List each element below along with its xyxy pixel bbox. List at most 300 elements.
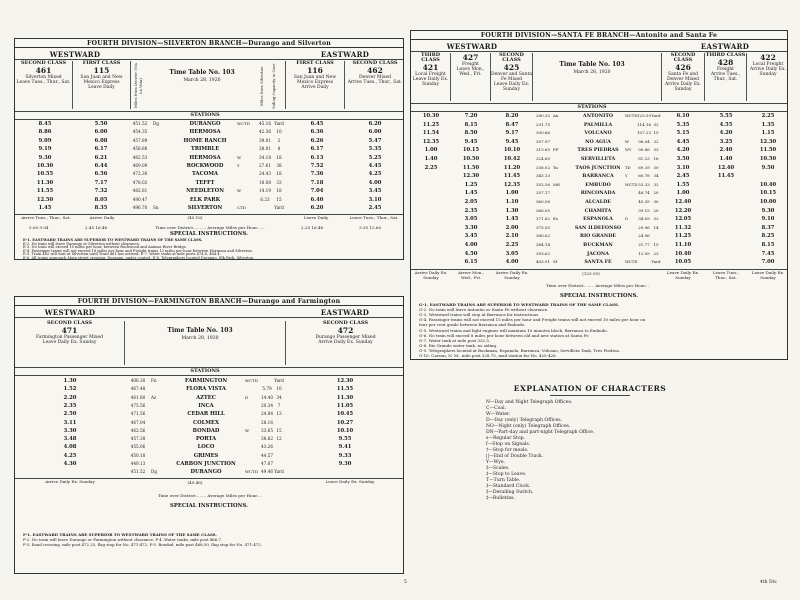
time-426: 12.20: [674, 207, 692, 214]
time-116: 6.20: [310, 205, 324, 211]
mile-denver: 469.09: [132, 163, 148, 168]
mile-denver: 345.13: [536, 173, 550, 179]
station-name: VOLCANO: [584, 130, 612, 137]
time-425: 12.35: [503, 181, 521, 188]
time-425: 1.00: [505, 190, 519, 197]
station-chars: Y: [237, 163, 240, 168]
station-name: LOCO: [197, 444, 215, 451]
time-426: 12.05: [674, 216, 692, 223]
silverton-w-col-115: FIRST CLASS 115 San Juan and New Mexico Express Leave Daily: [73, 61, 131, 109]
santafe-note: G-7. Water tank at mile post 332.5.: [419, 337, 491, 343]
station-name: CHAMITA: [584, 207, 612, 214]
silverton-stations-label: STATIONS: [190, 112, 220, 118]
time-425: 11.20: [503, 164, 521, 171]
table-row: [411, 121, 789, 130]
table-row: [15, 402, 405, 410]
siding-capacity: 32: [653, 121, 659, 127]
time-115: 5.50: [94, 121, 108, 127]
siding-capacity: 23: [653, 250, 659, 256]
station-code: Dg: [151, 469, 158, 475]
time-427: 8.50: [464, 130, 478, 137]
siding-capacity: 32: [653, 181, 659, 187]
silverton-avg-1: 2.45 16.46: [85, 225, 108, 230]
mile-santafe: 39.15: [638, 207, 650, 213]
mile-denver: 366.05: [536, 207, 550, 213]
station-name: RIO GRANDE: [579, 233, 617, 240]
time-422: 10.00: [759, 199, 777, 205]
station-name: HERMOSA: [189, 129, 221, 136]
time-425: 1.30: [505, 207, 519, 214]
time-427: 4.50: [464, 250, 478, 257]
mile-farmington: 28.16: [261, 419, 273, 425]
time-427: 12.30: [462, 173, 480, 180]
santafe-note: G-2. No train will leave Antonito or Santa Fe without clearance.: [419, 307, 549, 313]
mile-denver: 291.75: [536, 121, 550, 127]
time-115: 6.00: [94, 129, 108, 136]
santafe-note: G-9. Telegraphers located at Buckman, Espanola, Barranca, Volcano, Servilleta Tank, Tres Piedras.: [419, 347, 621, 353]
santafe-note: G-4. Passenger trains will not exceed 15 miles per hour and Freight trains will not exceed 10 miles per hour on: [419, 317, 646, 323]
siding-capacity: 33: [276, 179, 282, 185]
time-116: 6.26: [310, 137, 324, 144]
mile-silverton: 18.08: [259, 179, 271, 185]
time-461: 11.30: [36, 179, 54, 186]
time-428: 1.40: [719, 156, 733, 162]
time-461: 1.45: [38, 205, 52, 211]
silverton-mid: (45.16): [187, 215, 203, 220]
station-name: ROCKWOOD: [186, 163, 224, 169]
table-row: [411, 172, 789, 181]
time-422: 1.15: [761, 130, 775, 137]
time-462: 2.45: [368, 205, 382, 211]
time-425: 2.10: [505, 233, 519, 240]
time-116: 6.36: [310, 129, 324, 136]
page-number-right: 4th Div.: [760, 580, 778, 585]
silverton-timetable-title: Time Table No. 103 March 28, 1920: [169, 69, 235, 83]
table-row: [411, 138, 789, 147]
time-422: 10.50: [759, 156, 777, 162]
time-471: 3.48: [63, 436, 77, 443]
siding-capacity: 20: [653, 190, 659, 196]
time-422: 11.50: [759, 147, 777, 154]
time-471: 4.25: [63, 452, 77, 459]
table-row: [15, 137, 405, 145]
silverton-note: E-5. Train 462 will wait at Silverton until Train 461 has arrived. E-7. Water tanks at mile posts 474.6, 484.4.: [23, 252, 221, 257]
siding-capacity: Yard: [274, 469, 284, 475]
time-421: 11.25: [422, 121, 440, 128]
mile-denver: 496.70: [132, 205, 148, 210]
time-426: 5.15: [676, 130, 690, 137]
silverton-avg-0: 5.00 9.04: [29, 225, 49, 230]
station-chars: D: [625, 216, 629, 222]
mile-denver: 336.02: [536, 164, 550, 170]
time-115: 8.05: [94, 196, 108, 203]
explanation-item: †—Stop for meals.: [486, 448, 529, 453]
time-472: 10.27: [336, 419, 354, 426]
siding-capacity: 10: [276, 129, 282, 135]
time-421: 11.54: [422, 130, 440, 137]
silverton-avg-2: 2.25 16.46: [301, 225, 324, 230]
time-421: 1.40: [424, 156, 438, 162]
time-426: 11.10: [674, 242, 692, 248]
explanation-item: N—Day and Night Telegraph Offices.: [486, 400, 573, 405]
time-427: 3.05: [464, 216, 478, 223]
table-row: [411, 241, 789, 250]
siding-capacity: 32: [653, 216, 659, 222]
time-421: 12.35: [422, 138, 440, 145]
santafe-rows: [411, 112, 789, 268]
time-461: 8.86: [38, 129, 52, 136]
mile-santafe: 69.39: [638, 164, 650, 170]
time-472: 9.30: [338, 461, 352, 467]
siding-capacity: 30: [653, 164, 659, 170]
station-chars: CTD: [237, 205, 246, 210]
time-462: 3.10: [368, 196, 382, 203]
time-462: 4.45: [368, 163, 382, 169]
station-code: Fn: [151, 378, 157, 383]
time-427: 2.35: [464, 207, 478, 214]
santafe-timetable-title: Time Table No. 103 March 28, 1920: [559, 61, 625, 75]
silverton-w-col-461: SECOND CLASS 461 Silverton Mixed Leave Tues., Thur., Sat.: [15, 61, 73, 109]
santafe-bottom-e1: Leave Tues., Thur., Sat.: [712, 270, 740, 281]
explanation-item: D—Day (only) Telegraph Offices.: [486, 418, 563, 423]
mile-santafe: 34.09: [638, 216, 650, 222]
santafe-mid: (125.59): [582, 271, 600, 276]
time-426: 2.45: [676, 173, 690, 180]
time-115: 6.08: [94, 137, 108, 144]
time-472: 12.30: [336, 378, 354, 384]
mile-denver: 457.89: [132, 137, 148, 143]
siding-capacity: Yard: [651, 113, 661, 118]
station-name: NEEDLETON: [186, 188, 224, 195]
time-422: 2.25: [761, 113, 775, 119]
station-name: TRIMBLE: [190, 146, 220, 153]
station-name: ANTONITO: [582, 113, 614, 119]
santafe-bottom-w2: Arrive Daily Ex. Sunday: [495, 270, 529, 281]
silverton-vlabel-2: Siding Capacity in Cars: [271, 63, 276, 109]
time-422: 7.45: [761, 250, 775, 257]
santafe-note: G-1. EASTWARD TRAINS ARE SUPERIOR TO WESTWARD TRAINS OF THE SAME CLASS.: [419, 302, 619, 307]
time-425: 11.45: [503, 173, 521, 180]
station-code: Sf: [553, 259, 558, 265]
mile-denver: 357.17: [536, 190, 550, 196]
mile-silverton: 34.18: [259, 154, 271, 160]
mile-santafe: 45.35: [638, 199, 650, 204]
mile-silverton: 42.36: [259, 129, 271, 135]
farmington-bottom-e: Leave Daily Ex. Sunday: [325, 479, 375, 484]
santafe-stations-label: STATIONS: [577, 104, 607, 110]
time-425: 4.00: [505, 259, 519, 266]
siding-capacity: 18: [276, 188, 282, 194]
mile-denver: 462.56: [130, 427, 146, 433]
mile-denver: 472.30: [132, 171, 148, 177]
mile-silverton: 24.43: [259, 171, 271, 177]
silverton-avg-3: 3.35 12.60: [359, 225, 382, 230]
silverton-rows: [15, 120, 405, 212]
farmington-rows: [15, 377, 405, 477]
farmington-panel: [14, 296, 404, 574]
time-462: 6.20: [368, 121, 382, 127]
station-code: Ta: [553, 164, 558, 170]
mile-denver: 371.82: [536, 216, 550, 222]
time-471: 2.35: [63, 402, 77, 409]
time-422: 8.25: [761, 233, 775, 240]
station-name: SANTA FE: [584, 259, 612, 266]
time-422: 9.10: [761, 216, 775, 223]
time-426: 10.40: [674, 250, 692, 257]
mile-denver: 471.56: [130, 411, 146, 417]
station-chars: WCTD: [625, 259, 638, 265]
farmington-eastward-label: EASTWARD: [320, 308, 370, 317]
explanation-item: W—Water.: [486, 412, 511, 417]
time-472: 11.55: [336, 386, 354, 393]
time-422: 12.30: [759, 138, 777, 145]
time-462: 3.45: [368, 188, 382, 195]
time-471: 4.08: [63, 444, 77, 451]
silverton-special: SPECIAL INSTRUCTIONS.: [170, 231, 248, 237]
time-471: 2.50: [63, 411, 77, 418]
mile-santafe: 48.74: [638, 190, 650, 196]
time-425: 1.10: [505, 199, 519, 205]
table-row: [15, 154, 405, 162]
time-116: 7.36: [310, 171, 324, 178]
time-427: 4.00: [464, 242, 478, 248]
silverton-vlabel-0: Miles from Denver (Via La Veta): [133, 63, 143, 109]
santafe-note: G-10. Carson, N. M., mile post 328.75, mail station for No. 425-426.: [419, 353, 557, 358]
time-422: 8.15: [761, 242, 775, 248]
farmington-note: F-2. No train will leave Durango or Farmington without clearance. F-4. Water tanks, mile post 466.7.: [23, 537, 223, 542]
station-name: ESPANOLA: [583, 216, 613, 223]
time-472: 11.30: [336, 394, 354, 401]
station-code: Es: [553, 216, 558, 222]
farmington-header: FOURTH DIVISION—FARMINGTON BRANCH—Durango and Farmington: [15, 297, 403, 306]
santafe-westward-label: WESTWARD: [446, 42, 498, 51]
time-116: 6.45: [310, 121, 324, 127]
station-chars: TD: [625, 164, 631, 170]
mile-denver: 280.32: [536, 113, 550, 118]
mile-denver: 451.52: [132, 121, 148, 126]
station-name: BONDAD: [192, 427, 220, 434]
station-name: SAN ILDEFONSO: [574, 224, 622, 231]
siding-capacity: Yard: [274, 121, 284, 126]
silverton-avg: Time over District.......... Average Miles per Hour......: [155, 225, 265, 230]
siding-capacity: 2: [277, 137, 281, 143]
time-425: 2.25: [505, 242, 519, 248]
siding-capacity: 18: [276, 154, 282, 160]
time-461: 11.55: [36, 188, 54, 195]
table-row: [411, 258, 789, 267]
silverton-eastward-label: EASTWARD: [320, 50, 370, 59]
time-427: 10.50: [462, 156, 480, 162]
time-471: 2.20: [63, 394, 77, 401]
table-row: [15, 187, 405, 195]
time-421: 2.25: [424, 164, 438, 171]
station-name: TEFFT: [195, 179, 215, 186]
mile-santafe: 21.77: [638, 242, 650, 247]
station-name: TAOS JUNCTION: [575, 164, 621, 171]
mile-denver: 360.56: [536, 199, 550, 204]
time-422: 10.15: [759, 190, 777, 197]
mile-farmington: 43.26: [261, 444, 273, 450]
time-461: 10.30: [36, 163, 54, 169]
time-426: 4.20: [676, 147, 690, 154]
table-row: [411, 164, 789, 173]
silverton-e-col-116: FIRST CLASS 116 San Juan and New Mexico Express Arrive Daily: [285, 61, 345, 109]
station-name: FLORA VISTA: [186, 386, 226, 393]
silverton-panel: [14, 38, 404, 260]
table-row: [15, 162, 405, 170]
time-427: 1.25: [464, 181, 478, 188]
time-116: 6.17: [310, 146, 324, 153]
farmington-bottom-w: Arrive Daily Ex. Sunday: [45, 479, 95, 484]
station-chars: W: [245, 427, 250, 433]
mile-denver: 406.30: [130, 378, 146, 383]
siding-capacity: 12: [276, 436, 282, 442]
mile-silverton: 39.01: [259, 137, 271, 143]
santafe-note: G-8. Rio Grande water tank, no siding.: [419, 342, 498, 348]
station-chars: W: [625, 138, 629, 144]
siding-capacity: 33: [653, 147, 659, 153]
santafe-bottom-e2: Leave Daily Ex. Sunday: [751, 270, 785, 281]
station-name: DURANGO: [190, 469, 222, 476]
station-name: JACONA: [586, 250, 610, 257]
time-422: 1.35: [761, 121, 775, 128]
mile-farmington: 33.65: [261, 427, 273, 433]
time-461: 8.45: [38, 121, 52, 127]
mile-santafe: 81.33: [638, 156, 650, 161]
siding-capacity: 18: [276, 171, 282, 177]
siding-capacity: Yard: [274, 205, 284, 210]
station-name: AZTEC: [196, 394, 216, 401]
farmington-e-col-472: SECOND CLASS 472 Durango Passenger Mixed Arrive Daily Ex. Sunday: [285, 321, 405, 365]
mile-denver: 450.18: [130, 452, 146, 458]
time-425: 8.20: [505, 113, 519, 119]
time-426: 10.05: [674, 259, 692, 266]
explanation-block: [470, 384, 710, 534]
station-name: HERMOSA: [189, 154, 221, 161]
table-row: [411, 224, 789, 233]
silverton-note: E-1. EASTWARD TRAINS ARE SUPERIOR TO WESTWARD TRAINS OF THE SAME CLASS.: [23, 238, 203, 242]
time-428: 12.40: [717, 164, 735, 171]
time-472: 9.33: [338, 452, 352, 459]
mile-denver: 478.02: [132, 179, 148, 185]
station-chars: WCTD: [625, 181, 638, 187]
time-462: 5.35: [368, 146, 382, 153]
station-name: ALCALDE: [585, 199, 611, 205]
mile-santafe: 29.96: [638, 224, 650, 230]
station-name: PORTA: [195, 436, 217, 443]
station-code: Md: [553, 181, 560, 187]
mile-denver: 467.04: [130, 419, 146, 425]
siding-capacity: 32: [653, 138, 659, 144]
silverton-note: E-4. Passenger trains will not exceed 18 miles per hour and Freight trains 12 miles per hour between Hermosa and Silverton.: [23, 248, 253, 253]
station-name: EMBUDO: [585, 181, 611, 188]
siding-capacity: 10: [276, 386, 282, 392]
time-427: 3.30: [464, 224, 478, 231]
santafe-note: four per cent grade between Barranca and Embudo.: [419, 322, 526, 328]
station-name: PALMILLA: [583, 121, 613, 128]
explanation-item: ‡—Stop to Leave.: [486, 472, 527, 477]
time-422: 9.30: [761, 207, 775, 214]
siding-capacity: Yard: [651, 259, 661, 265]
time-425: 3.05: [505, 250, 519, 257]
time-427: 9.45: [464, 138, 478, 145]
siding-capacity: 34: [653, 173, 659, 179]
mile-santafe: 125.59: [637, 113, 651, 118]
time-115: 7.17: [94, 179, 108, 186]
siding-capacity: 15: [276, 427, 282, 433]
mile-santafe: 107.23: [637, 130, 651, 136]
siding-capacity: 8: [277, 146, 281, 152]
mile-denver: 457.38: [130, 436, 146, 442]
station-code: Dg: [153, 121, 160, 126]
mile-santafe: 90.86: [638, 147, 650, 153]
santafe-e-col-422: 422 Local Freight Arrive Daily Ex. Sunday: [749, 53, 787, 77]
mile-denver: 315.65: [536, 147, 550, 153]
time-428: 11.45: [717, 173, 735, 180]
mile-santafe: 114.16: [637, 121, 651, 127]
mile-denver: 307.97: [536, 138, 550, 144]
time-471: 4.30: [63, 461, 77, 467]
silverton-bottom-e0: Leave Daily: [303, 215, 329, 220]
time-471: 1.52: [63, 386, 77, 393]
table-row: [15, 128, 405, 136]
mile-denver: 462.53: [132, 154, 148, 160]
table-row: [15, 435, 405, 443]
explanation-item: Y—Wye.: [486, 460, 506, 465]
mile-denver: 380.62: [536, 233, 550, 239]
time-461: 10.55: [36, 171, 54, 178]
table-row: [15, 377, 405, 385]
farmington-w-col-471: SECOND CLASS 471 Farmington Passenger Mixed Leave Daily Ex. Sunday: [15, 321, 125, 365]
mile-santafe: 12.09: [638, 250, 650, 256]
station-name: HOME RANCH: [183, 137, 227, 144]
time-421: 1.00: [424, 147, 438, 154]
time-116: 6.40: [310, 196, 324, 203]
mile-denver: 467.48: [130, 386, 146, 392]
station-code: Sn: [153, 205, 159, 210]
time-422: 10.40: [759, 181, 777, 188]
time-427: 3.45: [464, 233, 478, 240]
explanation-item: ‡—Bulletins.: [486, 496, 515, 501]
santafe-bottom-e0: Leave Daily Ex. Sunday: [666, 270, 700, 281]
mile-denver: 384.14: [536, 242, 550, 247]
station-code: PP: [553, 147, 559, 153]
mile-santafe: 96.04: [638, 138, 650, 144]
table-row: [411, 155, 789, 164]
station-name: CEDAR HILL: [187, 411, 225, 418]
time-425: 10.42: [503, 156, 521, 162]
mile-denver: 458.88: [132, 146, 148, 152]
time-426: 3.50: [676, 156, 690, 162]
station-chars: WY: [625, 147, 632, 153]
time-427: 11.50: [462, 164, 480, 171]
time-461: 9.30: [38, 154, 52, 161]
explanation-item: ‡—Standard Clock.: [486, 484, 531, 489]
mile-denver: 449.13: [130, 461, 146, 466]
table-row: [15, 394, 405, 402]
santafe-note: G-3. Westward trains will stop at Barranca for instructions.: [419, 312, 540, 318]
siding-capacity: 30: [653, 199, 659, 204]
table-row: [15, 452, 405, 460]
station-chars: WCTD: [625, 113, 638, 118]
mile-denver: 454.35: [132, 129, 148, 135]
santafe-eastward-label: EASTWARD: [700, 42, 750, 51]
mile-denver: 324.60: [536, 156, 550, 161]
time-421: 10.30: [422, 113, 440, 119]
station-name: DURANGO: [189, 121, 221, 127]
time-115: 6.17: [94, 146, 108, 153]
explanation-item: ‡—Scales.: [486, 466, 510, 471]
